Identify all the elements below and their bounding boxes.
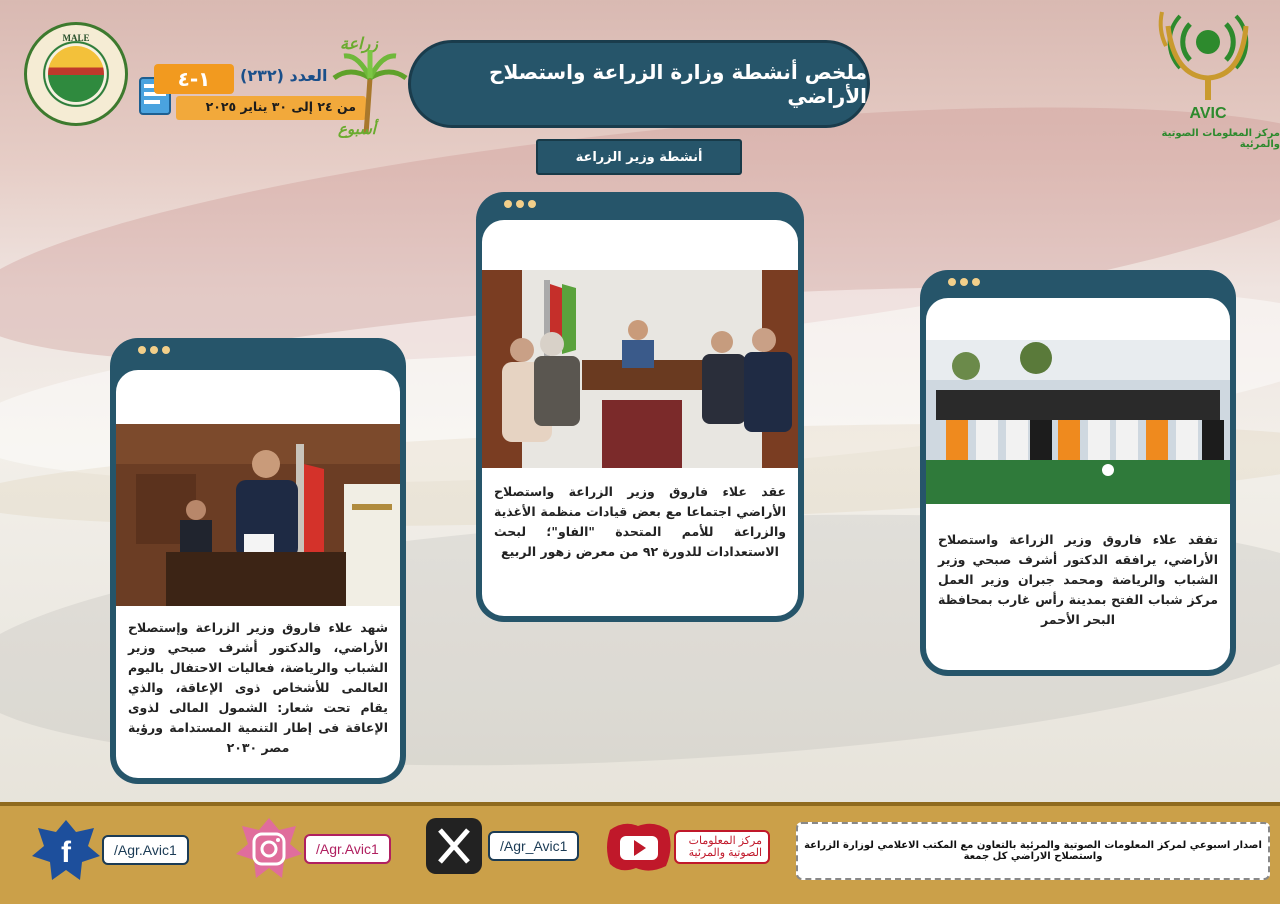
avic-center-name: مركز المعلومات الصوتية والمرئية [1161,128,1280,150]
event-photo-meeting [482,270,798,468]
x-link[interactable] [424,816,579,876]
page-title-banner [408,40,870,128]
card-caption: عقد علاء فاروق وزير الزراعة واستصلاح الأراضي اجتماعا مع بعض قيادات منظمة الأغذية والزراعة للأمم المتحدة "الفاو"؛ لبحث الاستعدادات للدورة ٩٢ من معرض زهور الربيع [494,484,786,559]
youtube-icon [604,820,674,874]
card-dots [138,346,170,354]
ministry-logo-text: MALE [62,33,90,43]
youtube-label[interactable]: مركز المعلومات الصوتية والمرئية [674,830,770,864]
card-content [482,220,798,616]
avic-logo [1128,6,1274,146]
issue-number: ١-٤ [154,64,234,94]
issue-date: من ٢٤ إلى ٣٠ يناير ٢٠٢٥ [176,96,366,120]
activity-card-middle [476,192,804,622]
weekly-logo-top-text: زراعة [340,34,379,53]
card-dots [948,278,980,286]
avic-logo-text: AVIC [1189,105,1227,122]
facebook-icon [30,818,102,882]
x-twitter-icon [424,816,484,876]
weekly-logo-bottom-text: أسبوع [338,120,376,138]
event-photo-youth-center [926,340,1230,504]
youtube-link[interactable] [604,820,770,874]
footer-notice: اصدار اسبوعي لمركز المعلومات الصوتية والمرئية بالتعاون مع المكتب الاعلامي لوزارة الزراعة واستصلاح الاراضي كل جمعة [796,822,1270,880]
instagram-handle[interactable]: /Agr.Avic1 [304,834,391,864]
facebook-link[interactable] [30,818,189,882]
page-title: ملخص أنشطة وزارة الزراعة واستصلاح الأراضي [489,60,867,108]
ministry-logo [24,22,128,126]
weekly-agri-logo [330,24,410,144]
card-caption: تفقد علاء فاروق وزير الزراعة واستصلاح الأراضي، يرافقه الدكتور أشرف صبحي وزير الشباب والرياضة ومحمد جبران وزير العمل مركز شباب الفتح بمدينة رأس غارب بمحافظة البحر الأحمر [938,532,1218,627]
footer-top-strip [0,802,1280,806]
ministry-logo-emblem [48,46,104,102]
podium-speech-image [116,424,400,606]
event-photo-podium [116,424,400,606]
section-subtitle-box [536,139,742,175]
section-subtitle: أنشطة وزير الزراعة [575,149,703,165]
instagram-icon [234,816,304,882]
facebook-handle[interactable]: /Agr.Avic1 [102,835,189,865]
card-caption: شهد علاء فاروق وزير الزراعة وإستصلاح الأراضي، والدكتور أشرف صبحي وزير الشباب والرياضة، فعاليات الاحتفال باليوم العالمى للأشخاص ذوى الإعاقة، والذي يقام تحت شعار: الشمول المالى لذوى الإعاقة فى إطار التنمية المستدامة ورؤية مصر ٢٠٣٠ [128,620,388,755]
svg-text:f: f [61,836,71,869]
card-content [926,298,1230,670]
card-dots [504,200,536,208]
instagram-link[interactable] [234,816,391,882]
x-handle[interactable]: /Agr_Avic1 [488,831,579,861]
meeting-image [482,270,798,468]
activity-card-right [920,270,1236,676]
activity-card-left [110,338,406,784]
avic-broadcast-icon [1128,6,1274,126]
youth-group-image [926,340,1230,504]
card-content [116,370,400,778]
issue-label: العدد (٢٣٢) [240,66,328,85]
